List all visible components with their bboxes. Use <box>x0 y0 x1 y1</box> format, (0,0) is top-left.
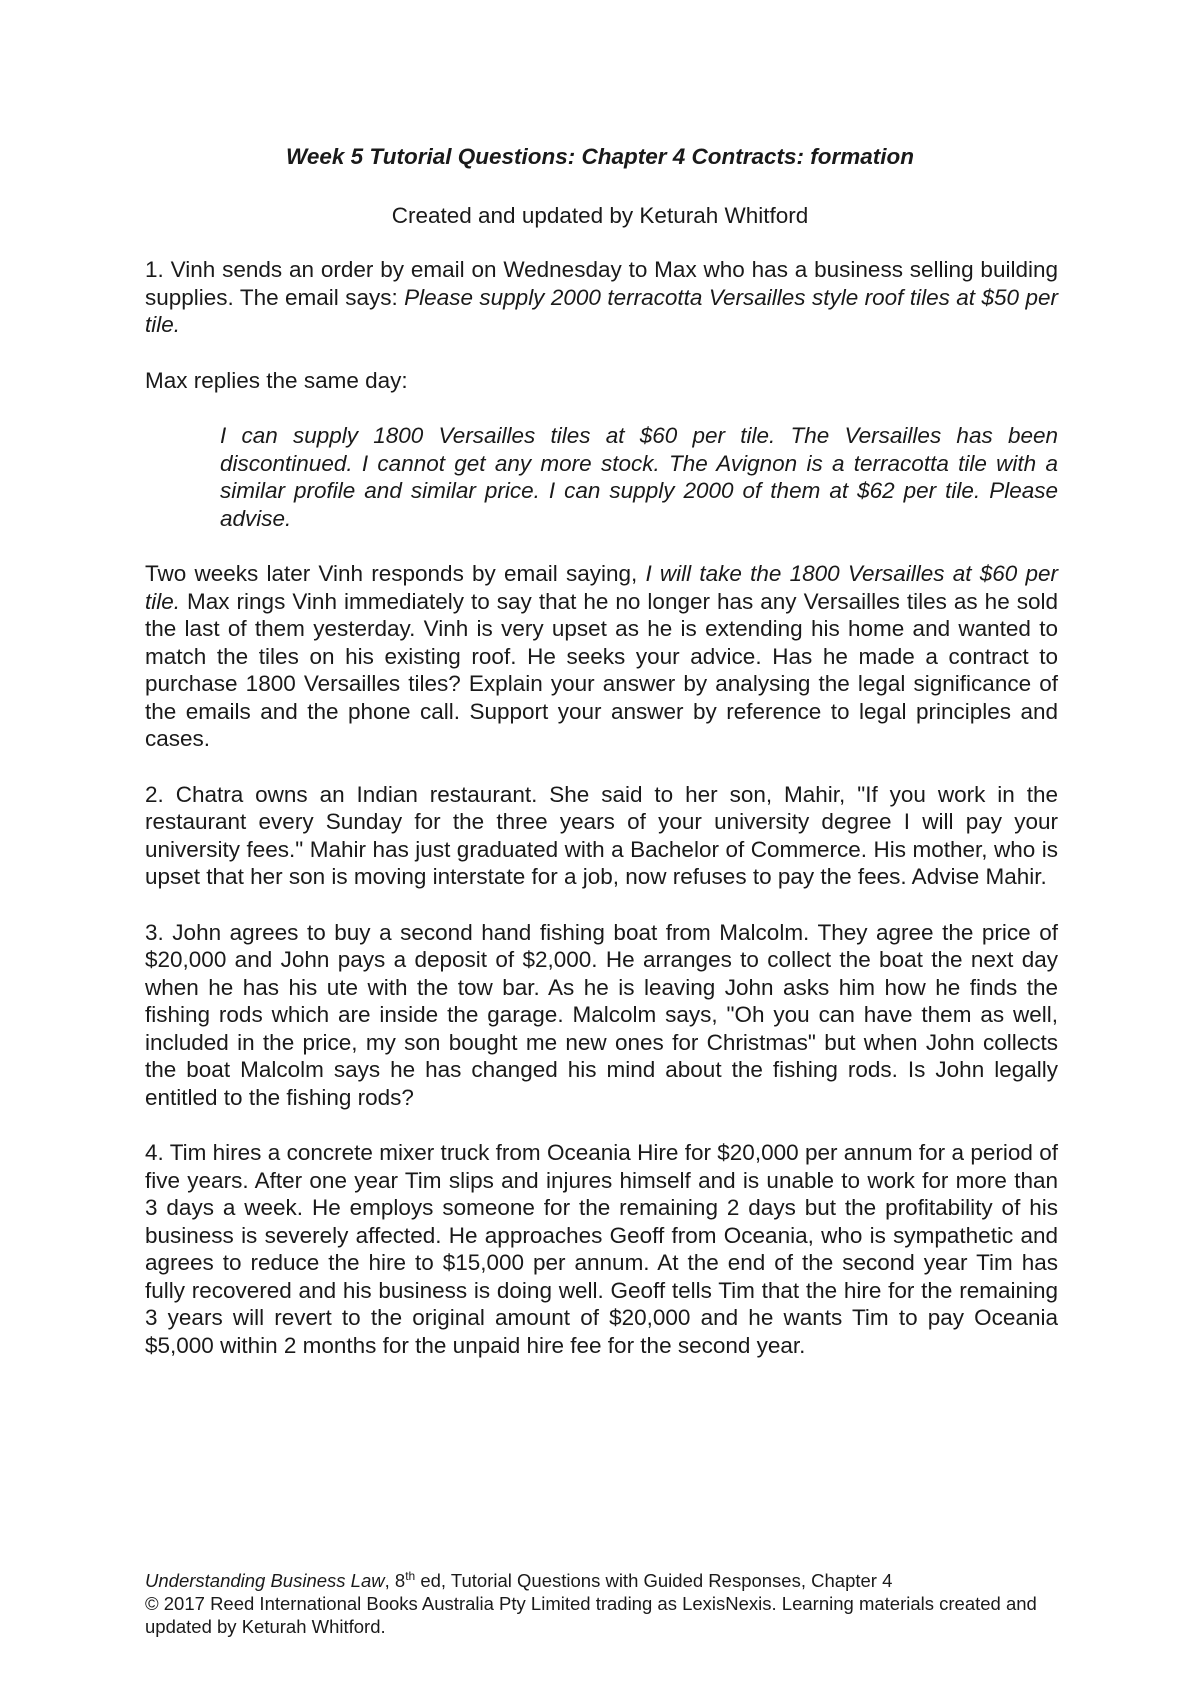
question-4: 4. Tim hires a concrete mixer truck from Oceania Hire for $20,000 per annum for a period of five years. After one year Tim slips and injures himself and is unable to work for more than 3 days a week. He employs someone for the remaining 2 days but the profitability of his business is severely affected. He approaches Geoff from Oceania, who is sympathetic and agrees to reduce the hire to $15,000 per annum. At the end of the second year Tim has fully recovered and his business is doing well. Geoff tells Tim that the hire for the remaining 3 years will revert to the original amount of $20,000 and he wants Tim to pay Oceania $5,000 within 2 months for the unpaid hire fee for the second year. <box>145 1140 1058 1358</box>
footer-edition-superscript: th <box>405 1569 416 1583</box>
question-3: 3. John agrees to buy a second hand fishing boat from Malcolm. They agree the price of $20,000 and John pays a deposit of $2,000. He arranges to collect the boat the next day when he has his ute with the tow bar. As he is leaving John asks him how he finds the fishing rods which are inside the garage. Malcolm says, "Oh you can have them as well, included in the price, my son bought me new ones for Christmas" but when John collects the boat Malcolm says he has changed his mind about the fishing rods. Is John legally entitled to the fishing rods? <box>145 919 1058 1110</box>
question-2: 2. Chatra owns an Indian restaurant. She said to her son, Mahir, "If you work in the restaurant every Sunday for the three years of your university degree I will pay your university fees." Mahir has just graduated with a Bachelor of Commerce. His mother, who is upset that her son is moving interstate for a job, now refuses to pay the fees. Advise Mahir. <box>145 781 1058 889</box>
footer-edition-rest: ed, Tutorial Questions with Guided Responses, Chapter 4 <box>415 1570 893 1592</box>
question-1-reply-quote: I can supply 1800 Versailles tiles at $60 per tile. The Versailles has been discontinued. I cannot get any more stock. The Avignon is a terracotta tile with a similar profile and similar price. I can supply 2000 of them at $62 per tile. Please advise. <box>220 423 1058 531</box>
question-1-response <box>145 560 1058 753</box>
question-1-rest: Max rings Vinh immediately to say that he no longer has any Versailles tiles as he sold the last of them yesterday. Vinh is very upset as he is extending his home and wanted to match the tiles on his existing roof. He seeks your advice. Has he made a contract to purchase 1800 Versailles tiles? Explain your answer by analysing the legal significance of the emails and the phone call. Support your answer by reference to legal principles and cases. <box>145 588 1058 751</box>
questions-body <box>145 256 1058 1359</box>
question-1-order <box>145 256 1058 339</box>
footer-copyright: © 2017 Reed International Books Australia Pty Limited trading as LexisNexis. Learning materials created and updated by Keturah Whitford. <box>145 1593 1037 1638</box>
page-subtitle: Created and updated by Keturah Whitford <box>391 203 809 228</box>
question-1-email-quote: Please supply 2000 terracotta Versailles style roof tiles at $50 per tile. <box>145 284 1058 337</box>
page-title: Week 5 Tutorial Questions: Chapter 4 Contracts: formation <box>285 144 915 169</box>
page-footer <box>145 1565 1065 1638</box>
question-1-text: 1. Vinh sends an order by email on Wednesday to Max who has a business selling building supplies. The email says: <box>145 257 1058 310</box>
question-1-response-text: Two weeks later Vinh responds by email saying, <box>145 561 646 586</box>
footer-edition: , 8 <box>384 1570 406 1592</box>
footer-citation <box>145 1565 1065 1592</box>
footer-book-title: Understanding Business Law <box>145 1570 385 1592</box>
question-1-reply-intro: Max replies the same day: <box>145 367 408 393</box>
question-1-response-quote: I will take the 1800 Versailles at $60 per tile. <box>145 561 1058 614</box>
